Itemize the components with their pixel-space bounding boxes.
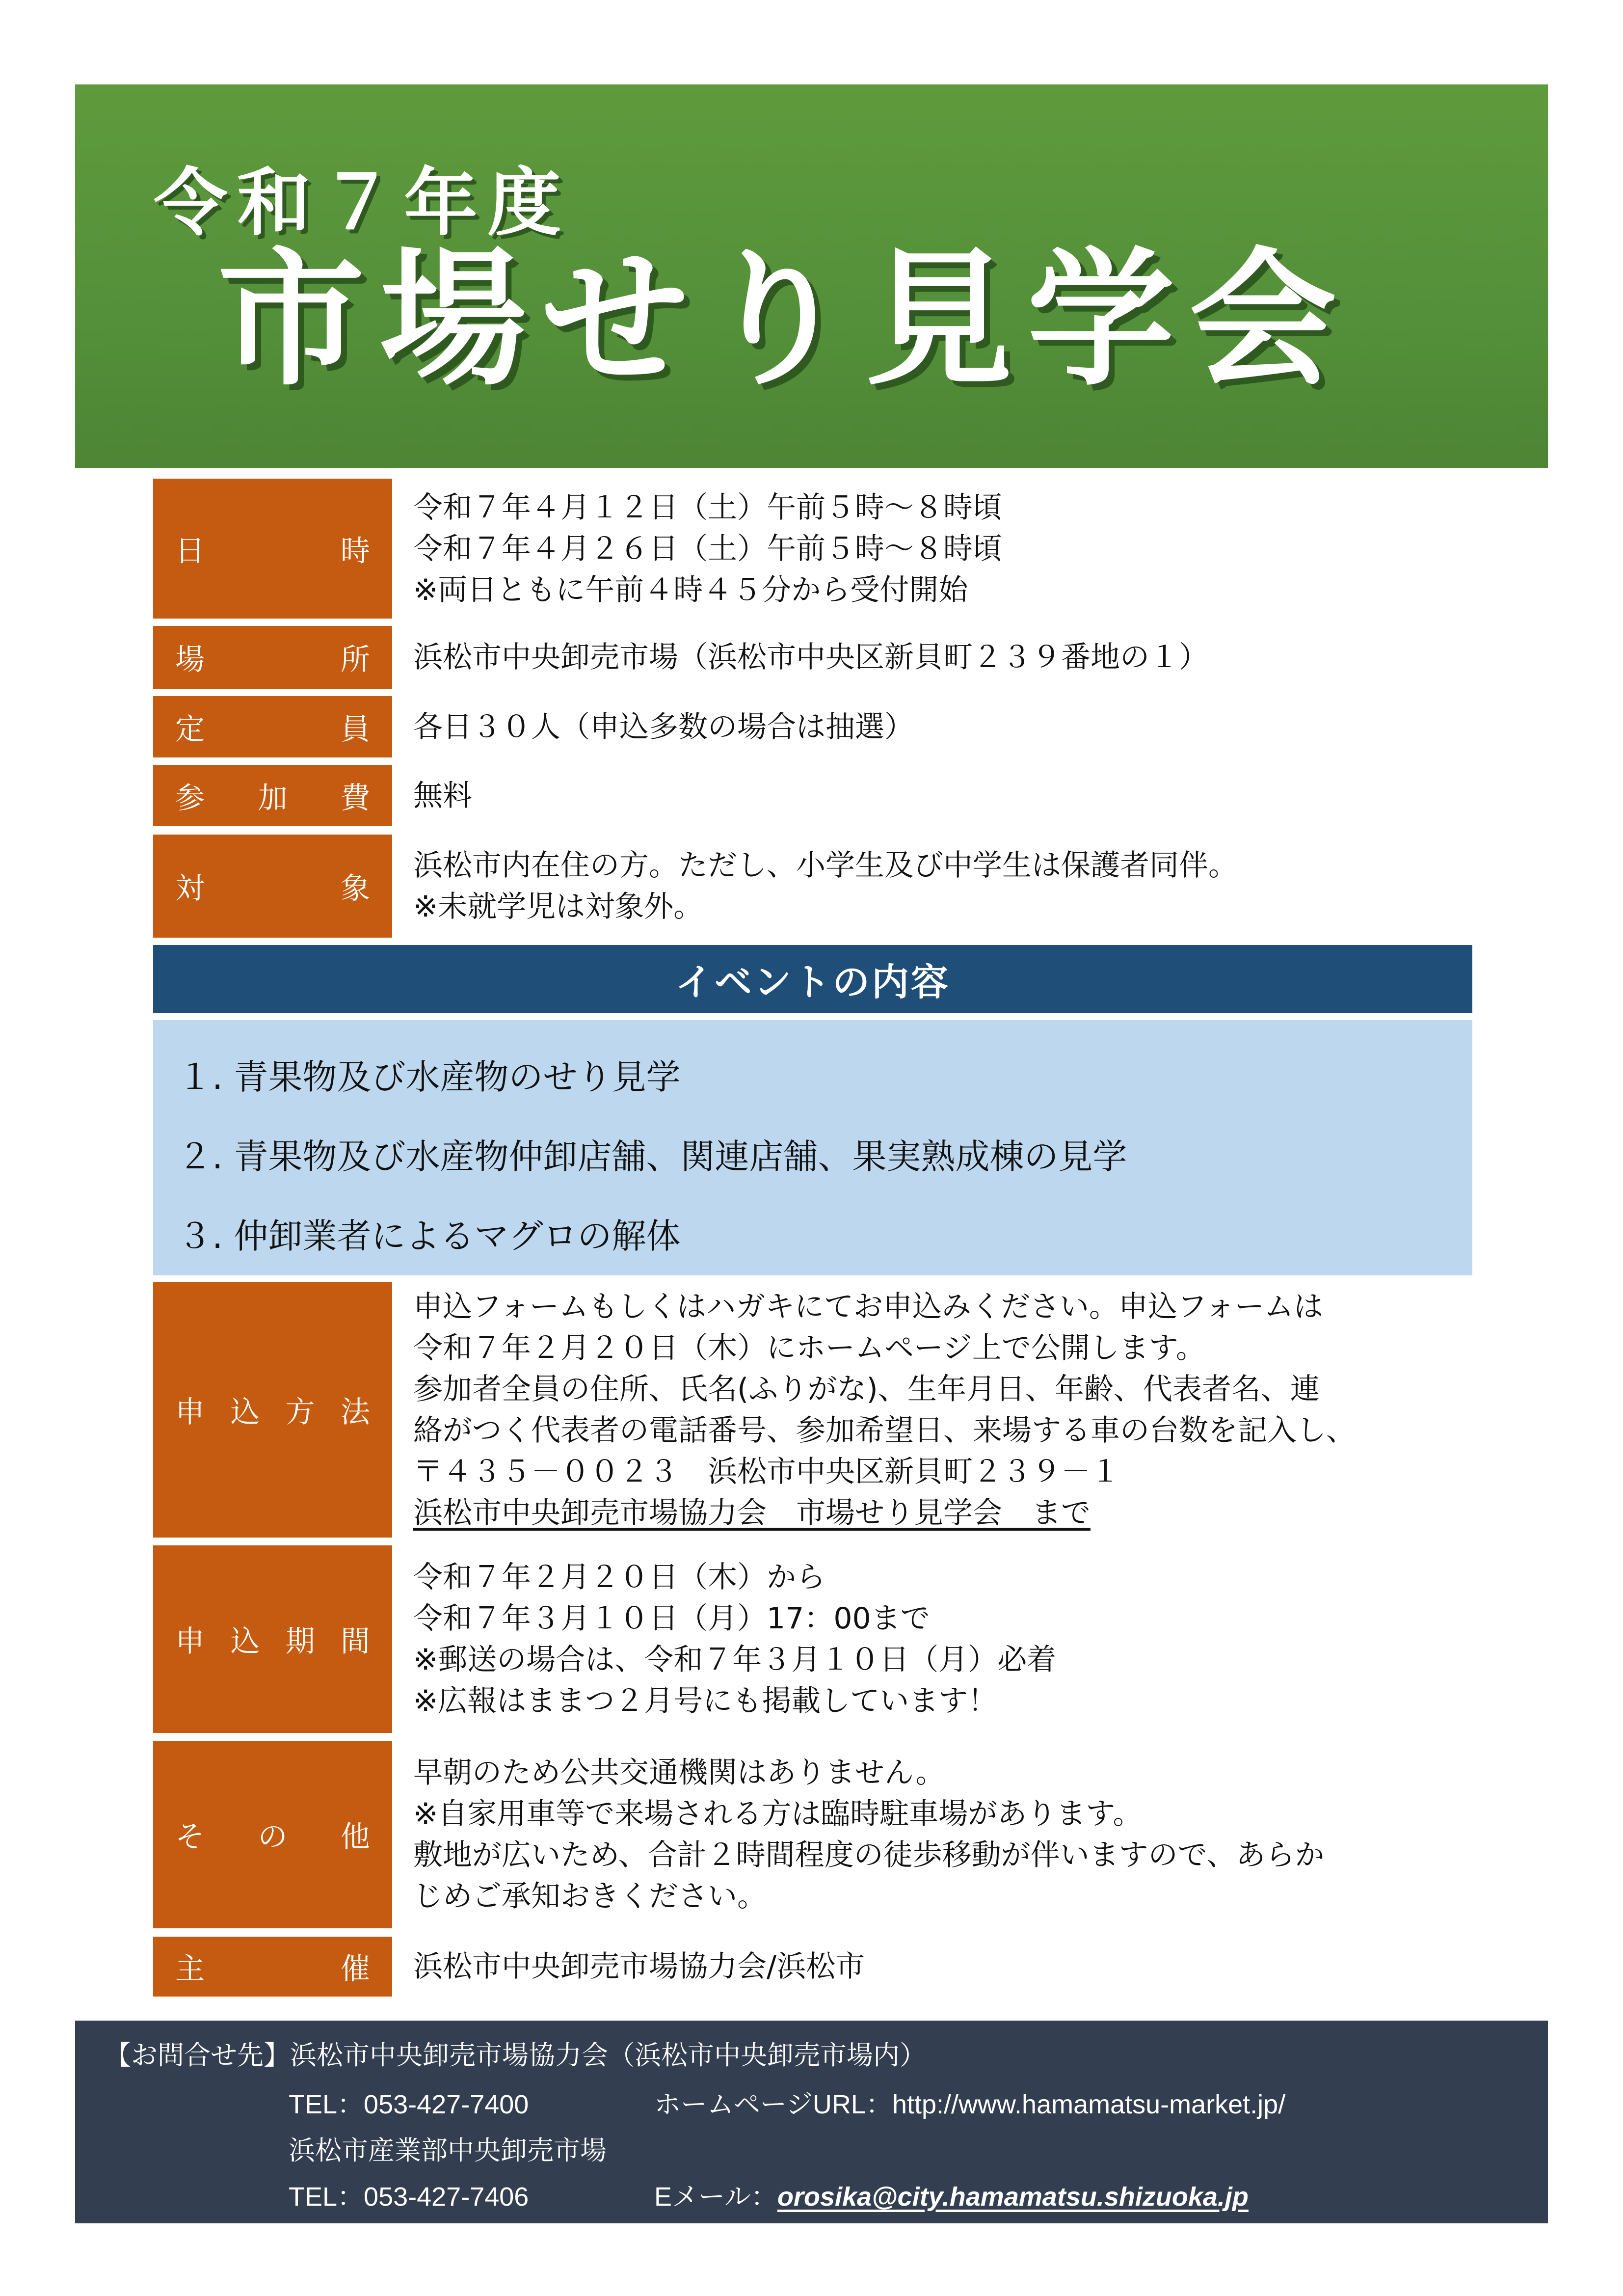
event-title: 市場せり見学会 bbox=[217, 234, 1351, 405]
row-apply-method bbox=[153, 1282, 1472, 1538]
row-fee bbox=[153, 765, 1472, 826]
value-host: 浜松市中央卸売市場協力会/浜松市 bbox=[413, 1949, 865, 1984]
title-banner bbox=[75, 84, 1548, 468]
label-fee: 参 加 費 bbox=[153, 765, 392, 826]
value-apply-period: 令和７年２月２０日（木）から 令和７年３月１０日（月）17：00まで ※郵送の場合は、令和７年３月１０日（月）必着 ※広報はままつ２月号にも掲載しています！ bbox=[413, 1560, 1057, 1718]
row-other bbox=[153, 1741, 1472, 1928]
tel-market: TEL：053-427-7406 bbox=[289, 2182, 529, 2212]
value-place: 浜松市中央卸売市場（浜松市中央区新貝町２３９番地の１） bbox=[413, 640, 1208, 675]
fiscal-year-subtitle: 令和７年度 bbox=[154, 161, 571, 246]
email-label: Eメール： bbox=[654, 2182, 777, 2212]
email-row bbox=[654, 2176, 1249, 2214]
homepage-url[interactable]: ホームページURL：http://www.hamamatsu-market.jp/ bbox=[654, 2090, 1286, 2119]
email-link[interactable]: orosika@city.hamamatsu.shizuoka.jp bbox=[777, 2182, 1249, 2212]
event-item: ２. 青果物及び水産物仲卸店舗、関連店舗、果実熟成棟の見学 bbox=[178, 1136, 1127, 1177]
value-target: 浜松市内在住の方。ただし、小学生及び中学生は保護者同伴。 ※未就学児は対象外。 bbox=[413, 848, 1238, 924]
label-capacity: 定 員 bbox=[153, 696, 392, 757]
label-place: 場 所 bbox=[153, 626, 392, 689]
row-place bbox=[153, 626, 1472, 689]
label-apply-method: 申 込 方 法 bbox=[153, 1282, 392, 1538]
value-other: 早朝のため公共交通機関はありません。 ※自家用車等で来場される方は臨時駐車場があります。 敷地が広いため、合計２時間程度の徒歩移動が伴いますので、あらか じめご承知おきください。 bbox=[413, 1756, 1325, 1914]
row-apply-period bbox=[153, 1545, 1472, 1733]
mailing-address: 浜松市中央卸売市場協力会 市場せり見学会 まで bbox=[413, 1496, 1091, 1530]
value-datetime: 令和７年４月１２日（土）午前５時～８時頃 令和７年４月２６日（土）午前５時～８時頃 ※両日ともに午前４時４５分から受付開始 bbox=[413, 490, 1002, 607]
label-datetime: 日 時 bbox=[153, 479, 392, 619]
market-office-name: 浜松市産業部中央卸売市場 bbox=[289, 2136, 607, 2165]
label-other: そ の 他 bbox=[153, 1741, 392, 1928]
row-target bbox=[153, 835, 1472, 938]
label-apply-period: 申 込 期 間 bbox=[153, 1545, 392, 1733]
value-fee: 無料 bbox=[413, 778, 472, 813]
event-content-list bbox=[153, 1020, 1472, 1275]
row-host bbox=[153, 1937, 1472, 1997]
value-apply-method: 申込フォームもしくはハガキにてお申込みください。申込フォームは 令和７年２月２０日（木）にホームページ上で公開します。 参加者全員の住所、氏名(ふりがな)、生年月日、年齢、代表者名、連 絡がつく代表者の電話番号、参加希望日、来場する車の台数を記入し、 〒４３５－００２３ 浜松市中央区新貝町２３９－１ 浜松市中央卸売市場協力会 市場せり見学会 まで bbox=[413, 1282, 1472, 1538]
label-target: 対 象 bbox=[153, 835, 392, 938]
value-capacity: 各日３０人（申込多数の場合は抽選） bbox=[413, 709, 914, 744]
row-datetime bbox=[153, 479, 1472, 619]
event-item: ３. 仲卸業者によるマグロの解体 bbox=[178, 1216, 681, 1256]
event-content-header: イベントの内容 bbox=[153, 945, 1472, 1013]
event-item: １. 青果物及び水産物のせり見学 bbox=[178, 1057, 681, 1097]
contact-heading: 【お問合せ先】浜松市中央卸売市場協力会（浜松市中央卸売市場内） bbox=[105, 2041, 926, 2070]
contact-footer bbox=[75, 2021, 1548, 2223]
label-host: 主 催 bbox=[153, 1937, 392, 1997]
tel-association: TEL：053-427-7400 bbox=[289, 2090, 529, 2119]
row-capacity bbox=[153, 696, 1472, 757]
